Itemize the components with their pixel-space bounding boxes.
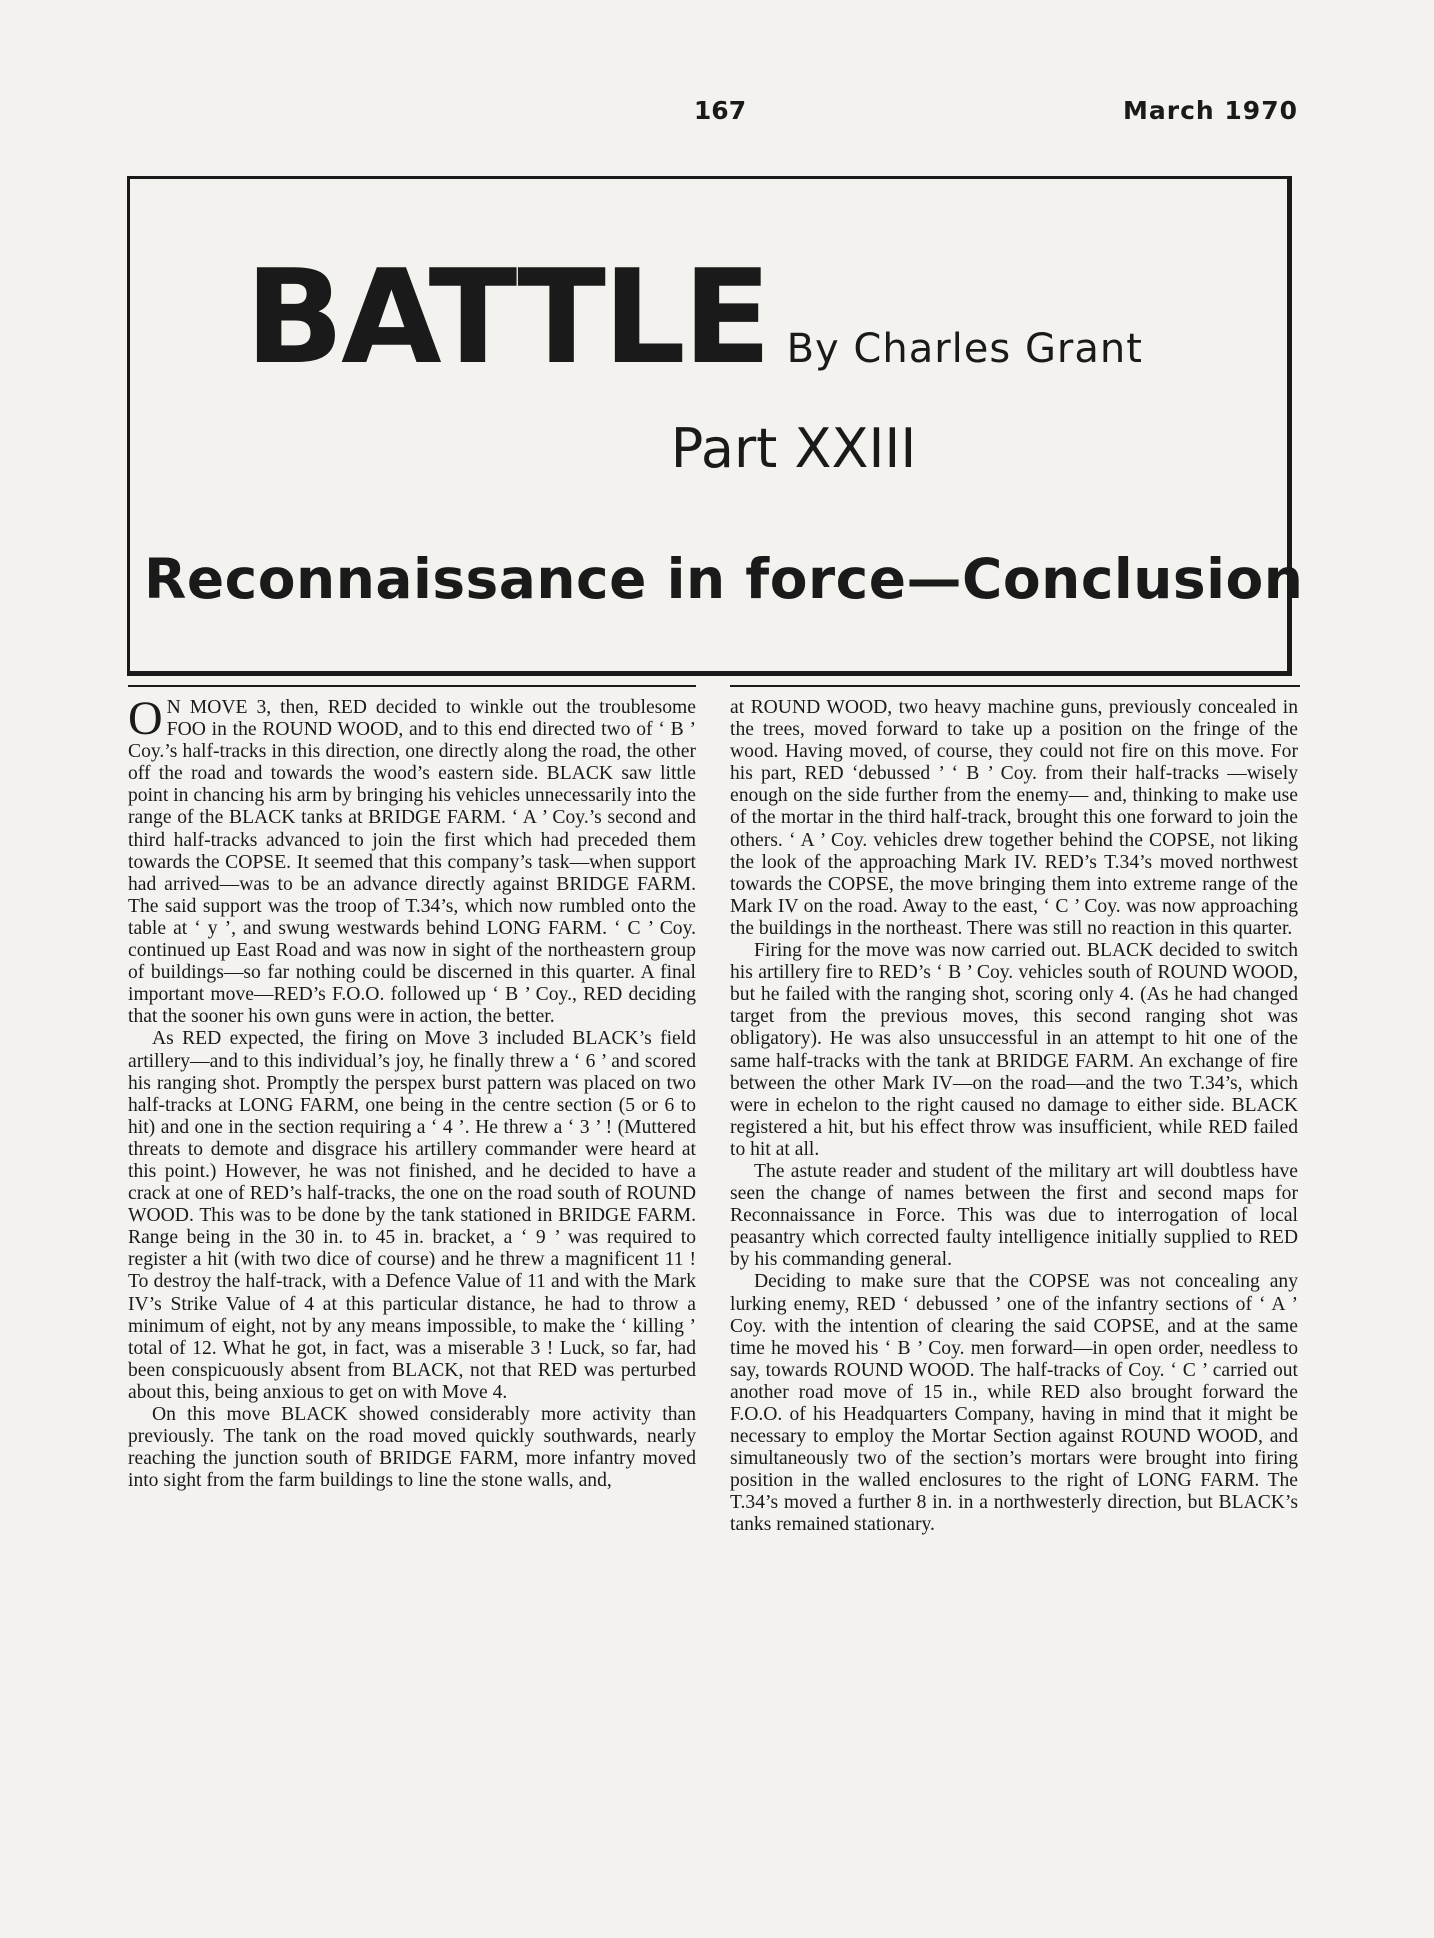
right-column [730,697,1298,1537]
part-number: Part XXIII [670,417,917,480]
article-body [128,692,1300,1777]
paragraph: On this move BLACK showed considerably more activity than previously. The tank on the road moved quickly southwards, nearly reaching the junction south of BRIDGE FARM, more infantry moved into sight from the farm buildings to line the stone walls, and, [128,1404,696,1492]
title-box [127,176,1304,676]
column-rule-left [128,685,696,687]
drop-cap: O [128,692,163,745]
title-line [245,241,1143,393]
paragraph: O N MOVE 3, then, RED decided to winkle out the troublesome FOO in the ROUND WOOD, and to this end directed two of ‘ B ’ Coy.’s half-tracks in this direction, one directly along the road, the other off the road and towards the wood’s eastern side. BLACK saw little point in chancing his arm by bringing his vehicles unnecessarily into the range of the BLACK tanks at BRIDGE FARM. ‘ A ’ Coy.’s second and third half-tracks advanced to join the first which had preceded them towards the COPSE. It seemed that this company’s task—when support had arrived—was to be an advance directly against BRIDGE FARM. The said support was the troop of T.34’s, which now rumbled onto the table at ‘ y ’, and swung westwards behind LONG FARM. ‘ C ’ Coy. continued up East Road and was now in sight of the northeastern group of buildings—so far nothing could be discerned in this quarter. A final important move—RED’s F.O.O. followed up ‘ B ’ Coy., RED deciding that the sooner his own guns were in action, the better. [128,692,696,1028]
paragraph: at ROUND WOOD, two heavy machine guns, previously concealed in the trees, moved forward to take up a position on the fringe of the wood. Having moved, of course, they could not fire on this move. For his part, RED ‘debussed ’ ‘ B ’ Coy. from their half-tracks —wisely enough on the side further from the enemy— and, thinking to make use of the mortar in the third half-track, brought this one forward to join the others. ‘ A ’ Coy. vehicles drew together behind the COPSE, not liking the look of the approaching Mark IV. RED’s T.34’s moved northwest towards the COPSE, the move bringing them into extreme range of the Mark IV on the road. Away to the east, ‘ C ’ Coy. was now approaching the buildings in the northeast. There was still no reaction in this quarter. [730,697,1298,939]
paragraph: Deciding to make sure that the COPSE was not concealing any lurking enemy, RED ‘ debussed ’ one of the infantry sections of ‘ A ’ Coy. with the intention of clearing the said COPSE, and at the same time he moved his ‘ B ’ Coy. men forward—in open order, needless to say, towards ROUND WOOD. The half-tracks of Coy. ‘ C ’ carried out another road move of 15 in., while RED also brought forward the F.O.O. of his Headquarters Company, having in mind that it might be necessary to employ the Mortar Section against ROUND WOOD, and simultaneously two of the section’s mortars were brought into firing position in the walled enclosures to the right of LONG FARM. The T.34’s moved a further 8 in. in a northwesterly direction, but BLACK’s tanks remained stationary. [730,1271,1298,1536]
paragraph: Firing for the move was now carried out. BLACK decided to switch his artillery fire to RED’s ‘ B ’ Coy. vehicles south of ROUND WOOD, but he failed with the ranging shot, scoring only 4. (As he had changed target from the previous moves, this second ranging shot was obligatory). He was also unsuccessful in an attempt to hit one of the same half-tracks with the tank at BRIDGE FARM. An exchange of fire between the other Mark IV—on the road—and the two T.34’s, which were in echelon to the right caused no damage to either side. BLACK registered a hit, but his effect throw was insufficient, while RED failed to hit at all. [730,940,1298,1160]
byline: By Charles Grant [786,326,1143,372]
paragraph: As RED expected, the firing on Move 3 included BLACK’s field artillery—and to this individual’s joy, he finally threw a ‘ 6 ’ and scored his ranging shot. Promptly the perspex burst pattern was placed on two half-tracks at LONG FARM, one being in the centre section (5 or 6 to hit) and one in the section requiring a ‘ 4 ’. He threw a ‘ 3 ’ ! (Muttered threats to demote and disgrace his artillery commander were heard at this point.) However, he was not finished, and he decided to have a crack at one of RED’s half-tracks, the one on the road south of ROUND WOOD. This was to be done by the tank stationed in BRIDGE FARM. Range being in the 30 in. to 45 in. bracket, a ‘ 9 ’ was required to register a hit (with two dice of course) and he threw a magnificent 11 ! To destroy the half-track, with a Defence Value of 11 and with the Mark IV’s Strike Value of 4 at this particular distance, he had to throw a minimum of eight, not by any means impossible, to make the ‘ killing ’ total of 12. What he got, in fact, was a miserable 3 ! Luck, so far, had been conspicuously absent from BLACK, not that RED was perturbed about this, being anxious to get on with Move 4. [128,1028,696,1403]
page-number: 167 [693,96,747,125]
column-rule-right [730,685,1300,687]
issue-date: March 1970 [1123,96,1298,125]
paragraph: The astute reader and student of the military art will doubtless have seen the change of names between the first and second maps for Reconnaissance in Force. This was due to interrogation of local peasantry which corrected faulty intelligence initially supplied to RED by his commanding general. [730,1160,1298,1271]
article-subtitle: Reconnaissance in force—Conclusion [144,547,1304,611]
article-title: BATTLE [245,241,769,393]
left-column [128,692,696,1492]
